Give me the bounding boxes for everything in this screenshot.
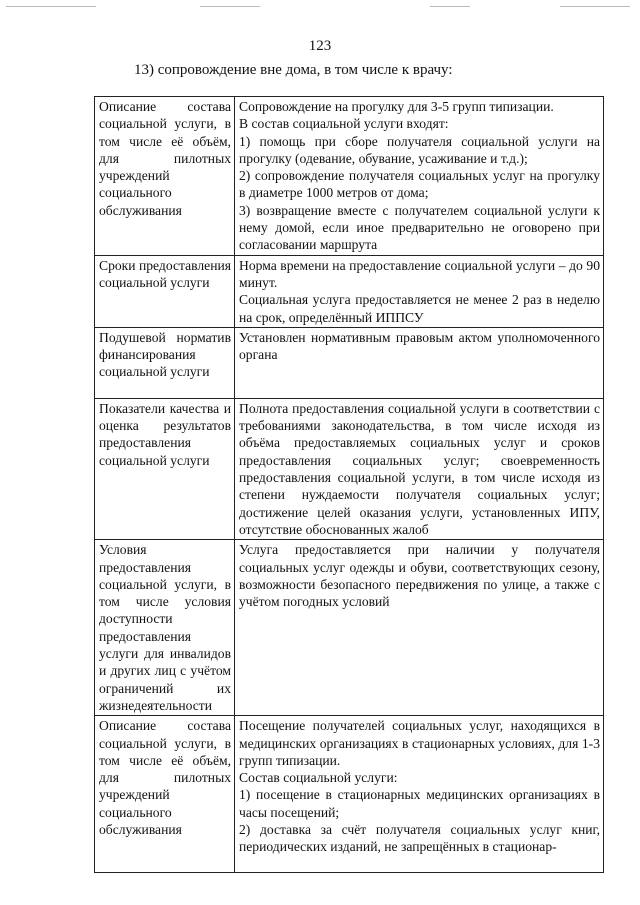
scan-edge-artifact [0,0,640,14]
row-value [235,97,604,256]
value-line: В состав социальной услуги входят: [239,116,449,132]
row-value [235,540,604,716]
row-value [235,327,604,398]
value-line: Состав социальной услуги: [239,770,398,786]
value-line: 2) сопровождение получателя социальных услуг на прогулку в диаметре 1000 метров от дома; [239,168,600,201]
row-label: Описание состава социальной услуги, в том числе её объём, для пилотных учреждений социального обслуживания [95,716,235,873]
value-line: Полнота предоставления социальной услуги в соответствии с требованиями законодательства, в том числе исходя из объёма предоставляемых социальных услуг и сроков предоставления социальных услуг; своевременность предоставления социальной услуги, в том числе исходя из степени нуждаемости получателя социальных услуг; достижение целей оказания услуги, установленных ИПУ, отсутствие обоснованных жалоб [239,400,600,537]
table-row [95,716,604,873]
value-line: Сопровождение на прогулку для 3-5 групп типизации. [239,99,554,114]
value-line: 1) посещение в стационарных медицинских организациях в часы посещений; [239,787,600,820]
value-line: Услуга предоставляется при наличии у получателя социальных услуг одежды и обуви, соответствующих сезону, возможности безопасного передвижения по улице, а также с учётом погодных условий [239,542,600,610]
section-heading: 13) сопровождение вне дома, в том числе к врачу: [134,62,453,78]
value-line: Установлен нормативным правовым актом уполномоченного органа [239,329,600,363]
row-label: Показатели качества и оценка результатов предоставления социальной услуги [95,398,235,539]
table-row [95,540,604,716]
value-line: 2) доставка за счёт получателя социальных услуг книг, периодических изданий, не запрещённых в стационар- [239,821,600,855]
table-row [95,398,604,539]
row-label: Условия предоставления социальной услуги, в том числе условия доступности предоставления услуги для инвалидов и других лиц с учётом ограничений их жизнедеятельности [95,540,235,716]
service-description-table [94,96,604,873]
value-line: Социальная услуга предоставляется не менее 2 раз в неделю на срок, определённый ИППСУ [239,292,600,325]
table-row [95,255,604,327]
value-line: 1) помощь при сборе получателя социальной услуги на прогулку (одевание, обувание, усаживание и т.д.); [239,133,600,166]
row-value [235,716,604,873]
value-line: Посещение получателей социальных услуг, находящихся в медицинских организациях в стационарных условиях, для 1-3 групп типизации. [239,718,600,768]
row-label: Подушевой норматив финансирования социальной услуги [95,327,235,398]
row-value [235,398,604,539]
page-number: 123 [308,38,332,54]
row-label: Сроки предоставления социальной услуги [95,255,235,327]
row-value [235,255,604,327]
value-line: 3) возвращение вместе с получателем социальной услуги к нему домой, если иное предварительно не оговорено при согласовании маршрута [239,202,600,253]
table-row [95,327,604,398]
table-row [95,97,604,256]
value-line: Норма времени на предоставление социальной услуги – до 90 минут. [239,257,600,290]
row-label: Описание состава социальной услуги, в том числе её объём, для пилотных учреждений социального обслуживания [95,97,235,256]
